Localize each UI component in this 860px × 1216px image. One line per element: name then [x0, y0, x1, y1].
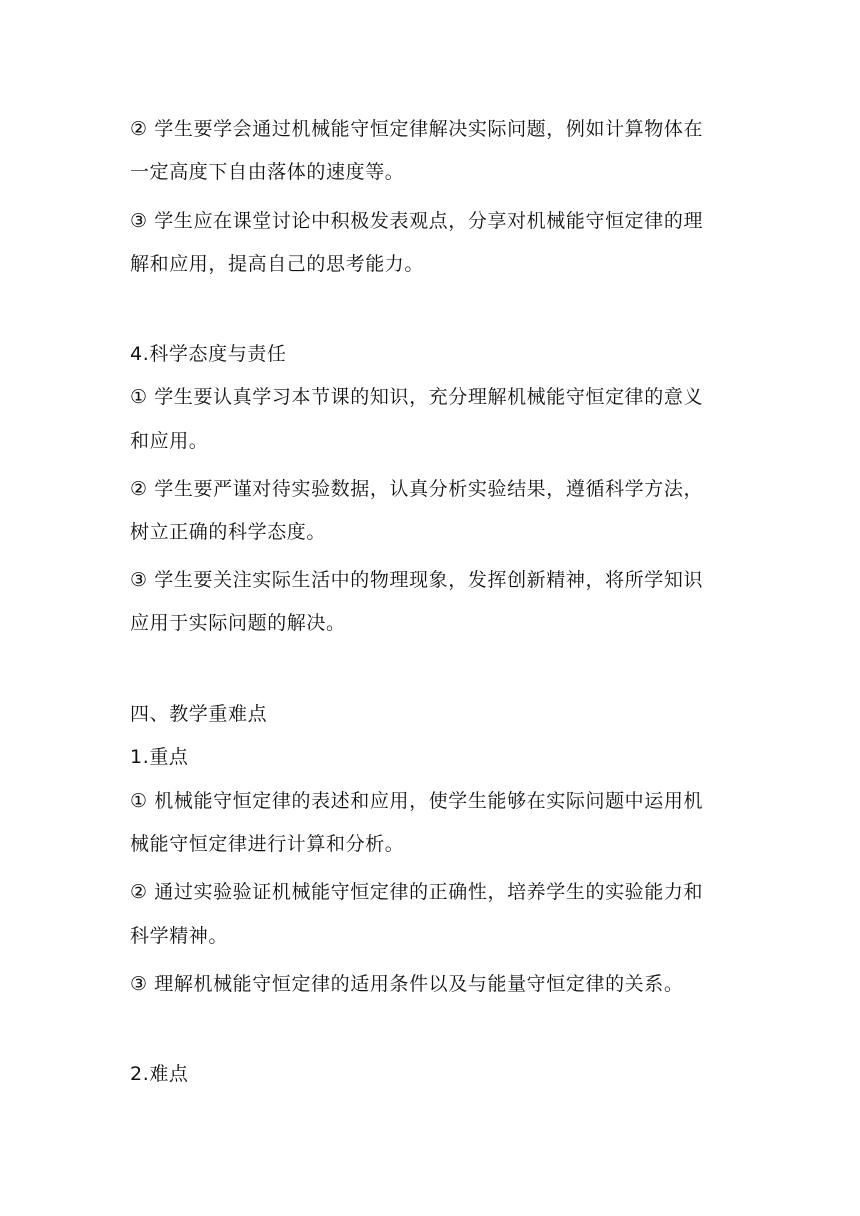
subsection-heading: 2.难点: [130, 1063, 189, 1085]
text-line: ② 学生要严谨对待实验数据，认真分析实验结果，遵循科学方法，: [130, 478, 704, 500]
text-line: ③ 学生应在课堂讨论中积极发表观点，分享对机械能守恒定律的理: [130, 210, 704, 232]
text-line: ③ 理解机械能守恒定律的适用条件以及与能量守恒定律的关系。: [130, 973, 684, 995]
text-line: 科学精神。: [130, 925, 229, 947]
text-line: ① 机械能守恒定律的表述和应用，使学生能够在实际问题中运用机: [130, 790, 704, 812]
text-line: 一定高度下自由落体的速度等。: [130, 161, 405, 183]
text-line: 解和应用，提高自己的思考能力。: [130, 253, 425, 275]
text-line: 应用于实际问题的解决。: [130, 612, 346, 634]
section-heading: 4.科学态度与责任: [130, 343, 287, 365]
text-line: ② 通过实验验证机械能守恒定律的正确性，培养学生的实验能力和: [130, 881, 704, 903]
subsection-heading: 1.重点: [130, 746, 189, 768]
section-heading: 四、教学重难点: [130, 703, 268, 725]
text-line: ① 学生要认真学习本节课的知识，充分理解机械能守恒定律的意义: [130, 386, 704, 408]
text-line: 树立正确的科学态度。: [130, 521, 327, 543]
text-line: 械能守恒定律进行计算和分析。: [130, 833, 405, 855]
text-line: ③ 学生要关注实际生活中的物理现象，发挥创新精神，将所学知识: [130, 569, 704, 591]
text-line: 和应用。: [130, 430, 209, 452]
text-line: ② 学生要学会通过机械能守恒定律解决实际问题，例如计算物体在: [130, 118, 704, 140]
